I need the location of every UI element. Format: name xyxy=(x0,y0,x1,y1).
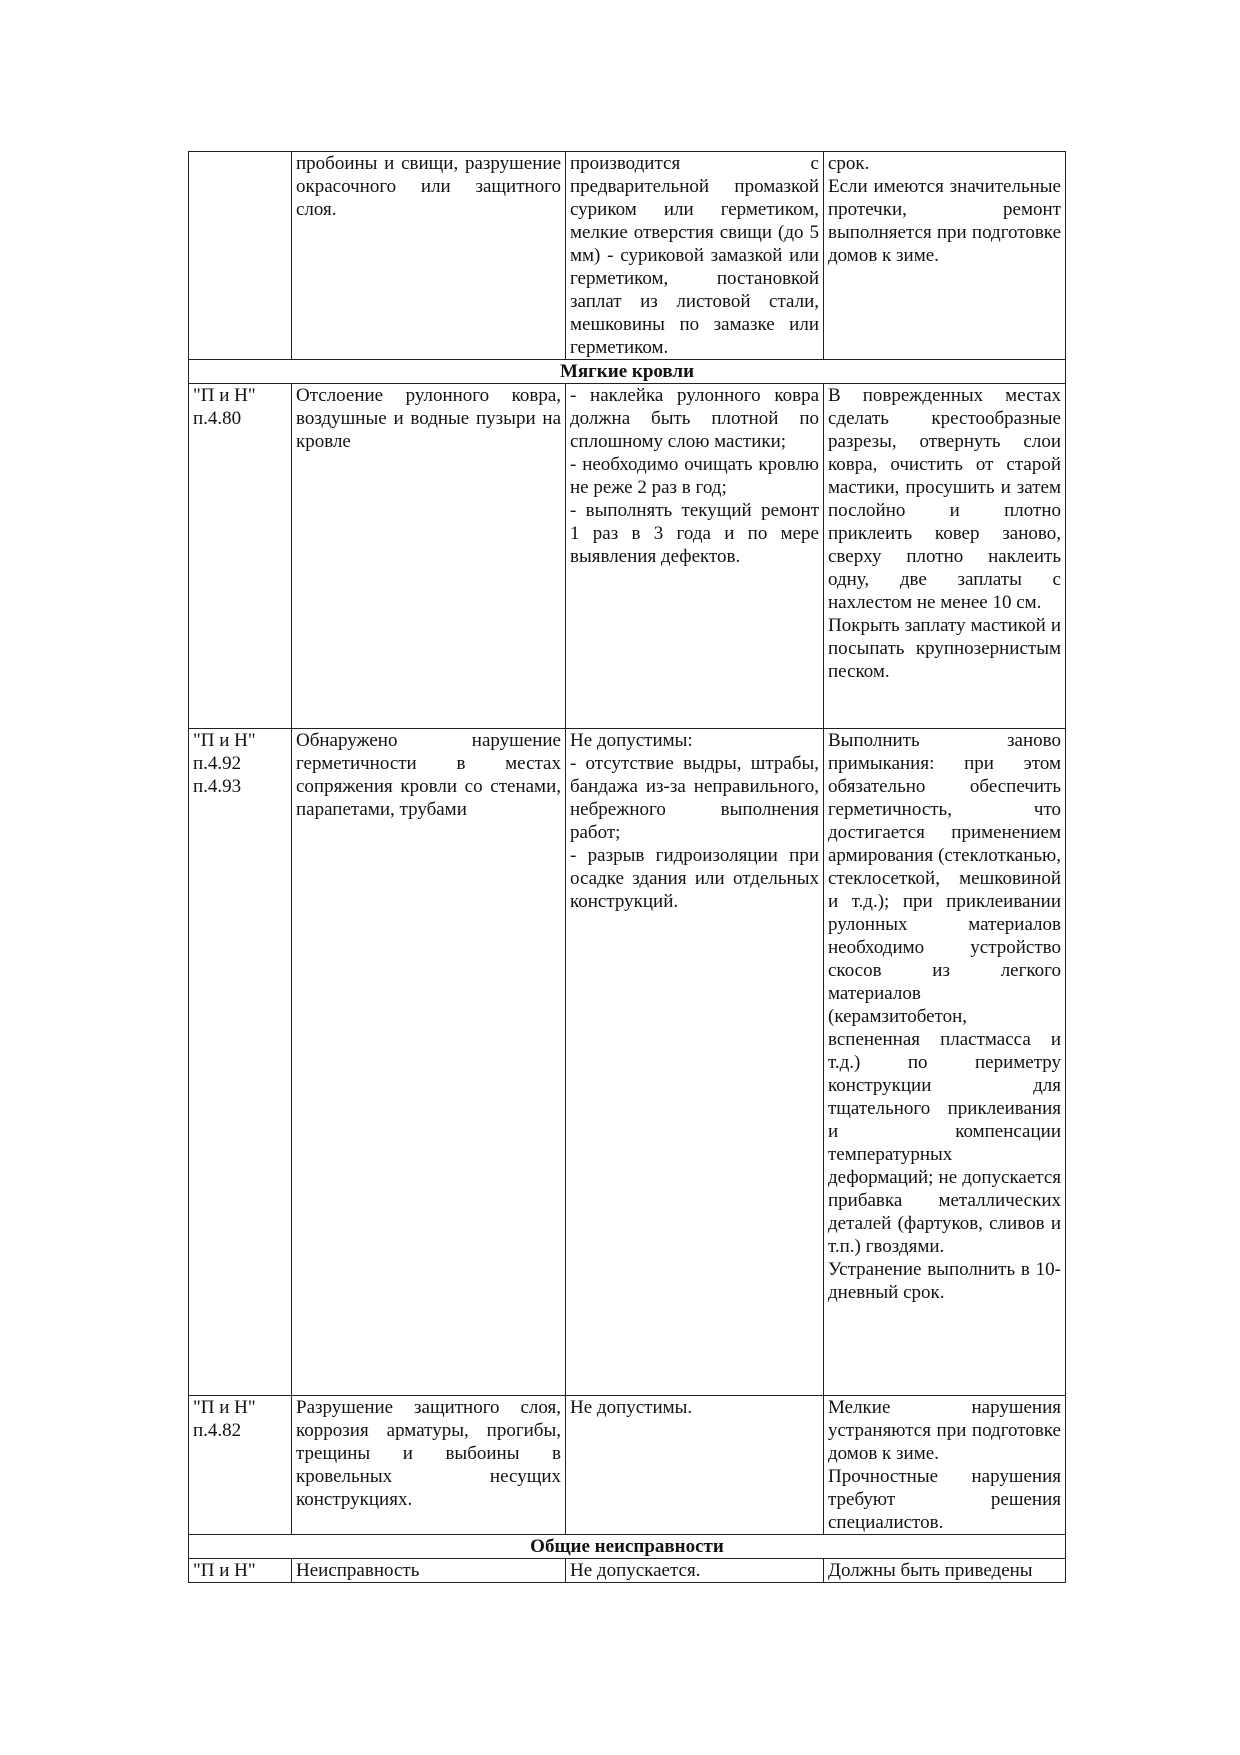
ref-cell xyxy=(189,1396,292,1535)
table-row xyxy=(189,384,1066,729)
cell-paragraph: Выполнить заново примыкания: при этом обязательно обеспечить герметичность, что достигается применением армирования (стеклотканью, стеклосеткой, мешковиной и т.д.); при приклеивании рулонных материалов необходимо устройство скосов из легкого материалов (керамзитобетон, вспененная пластмасса и т.д.) по периметру конструкции для тщательного приклеивания и компенсации температурных деформаций; не допускается прибавка металлических деталей (фартуков, сливов и т.п.) гвоздями. xyxy=(828,730,1061,1257)
defect-cell xyxy=(292,384,566,729)
table-body xyxy=(189,152,1066,1583)
ref-cell xyxy=(189,152,292,360)
cell-paragraph: - выполнять текущий ремонт 1 раз в 3 года и по мере выявления дефектов. xyxy=(570,500,819,567)
cell-paragraph: - наклейка рулонного ковра должна быть плотной по сплошному слою мастики; xyxy=(570,385,819,452)
requirements-cell xyxy=(566,729,824,1396)
cell-paragraph: п.4.93 xyxy=(193,776,242,797)
cell-paragraph: "П и Н" xyxy=(193,1560,256,1581)
ref-cell xyxy=(189,729,292,1396)
section-header-row xyxy=(189,1535,1066,1559)
table-row xyxy=(189,1559,1066,1583)
cell-paragraph: - отсутствие выдры, штрабы, бандажа из-за неправильного, небрежного выполнения работ; xyxy=(570,753,819,843)
cell-paragraph: - необходимо очищать кровлю не реже 2 раз в год; xyxy=(570,454,819,498)
cell-paragraph: Прочностные нарушения требуют решения специалистов. xyxy=(828,1466,1061,1533)
cell-paragraph: Неисправность xyxy=(296,1560,420,1581)
remedy-cell xyxy=(824,729,1066,1396)
cell-paragraph: Должны быть приведены xyxy=(828,1560,1033,1581)
cell-paragraph: срок. xyxy=(828,153,870,174)
cell-paragraph: Обнаружено нарушение герметичности в местах сопряжения кровли со стенами, парапетами, трубами xyxy=(296,730,561,820)
cell-paragraph: Мелкие нарушения устраняются при подготовке домов к зиме. xyxy=(828,1397,1061,1464)
table-row xyxy=(189,729,1066,1396)
remedy-cell xyxy=(824,152,1066,360)
cell-paragraph: пробоины и свищи, разрушение окрасочного или защитного слоя. xyxy=(296,153,561,220)
defect-cell xyxy=(292,729,566,1396)
cell-paragraph: В поврежденных местах сделать крестообразные разрезы, отвернуть слои ковра, очистить от старой мастики, просушить и затем послойно и плотно приклеить ковер заново, сверху плотно наклеить одну, две заплаты с нахлестом не менее 10 см. xyxy=(828,385,1061,613)
cell-paragraph: п.4.92 xyxy=(193,753,242,774)
table-row xyxy=(189,1396,1066,1535)
ref-cell xyxy=(189,1559,292,1583)
cell-paragraph: Покрыть заплату мастикой и посыпать крупнозернистым песком. xyxy=(828,615,1061,682)
requirements-cell xyxy=(566,152,824,360)
section-header-row xyxy=(189,360,1066,384)
requirements-cell xyxy=(566,1396,824,1535)
section-title: Мягкие кровли xyxy=(189,360,1066,384)
remedy-cell xyxy=(824,1396,1066,1535)
cell-paragraph: п.4.82 xyxy=(193,1420,242,1441)
cell-paragraph: п.4.80 xyxy=(193,408,242,429)
cell-paragraph: "П и Н" xyxy=(193,385,256,406)
defect-cell xyxy=(292,1559,566,1583)
remedy-cell xyxy=(824,1559,1066,1583)
cell-paragraph: Устранение выполнить в 10-дневный срок. xyxy=(828,1259,1061,1303)
cell-paragraph: Отслоение рулонного ковра, воздушные и водные пузыри на кровле xyxy=(296,385,561,452)
defects-table xyxy=(188,151,1066,1583)
cell-paragraph: производится с предварительной промазкой суриком или герметиком, мелкие отверстия свищи (до 5 мм) - суриковой замазкой или герметиком, постановкой заплат из листовой стали, мешковины по замазке или герметиком. xyxy=(570,153,819,358)
defect-cell xyxy=(292,1396,566,1535)
remedy-cell xyxy=(824,384,1066,729)
requirements-cell xyxy=(566,384,824,729)
cell-paragraph: Разрушение защитного слоя, коррозия арматуры, прогибы, трещины и выбоины в кровельных несущих конструкциях. xyxy=(296,1397,561,1510)
defect-cell xyxy=(292,152,566,360)
cell-paragraph: Не допустимы. xyxy=(570,1397,693,1418)
table-row xyxy=(189,152,1066,360)
cell-paragraph: Не допускается. xyxy=(570,1560,701,1581)
cell-paragraph: Не допустимы: xyxy=(570,730,693,751)
cell-paragraph: Если имеются значительные протечки, ремонт выполняется при подготовке домов к зиме. xyxy=(828,176,1061,266)
cell-paragraph: "П и Н" xyxy=(193,1397,256,1418)
cell-paragraph: - разрыв гидроизоляции при осадке здания или отдельных конструкций. xyxy=(570,845,819,912)
ref-cell xyxy=(189,384,292,729)
section-title: Общие неисправности xyxy=(189,1535,1066,1559)
cell-paragraph: "П и Н" xyxy=(193,730,256,751)
requirements-cell xyxy=(566,1559,824,1583)
